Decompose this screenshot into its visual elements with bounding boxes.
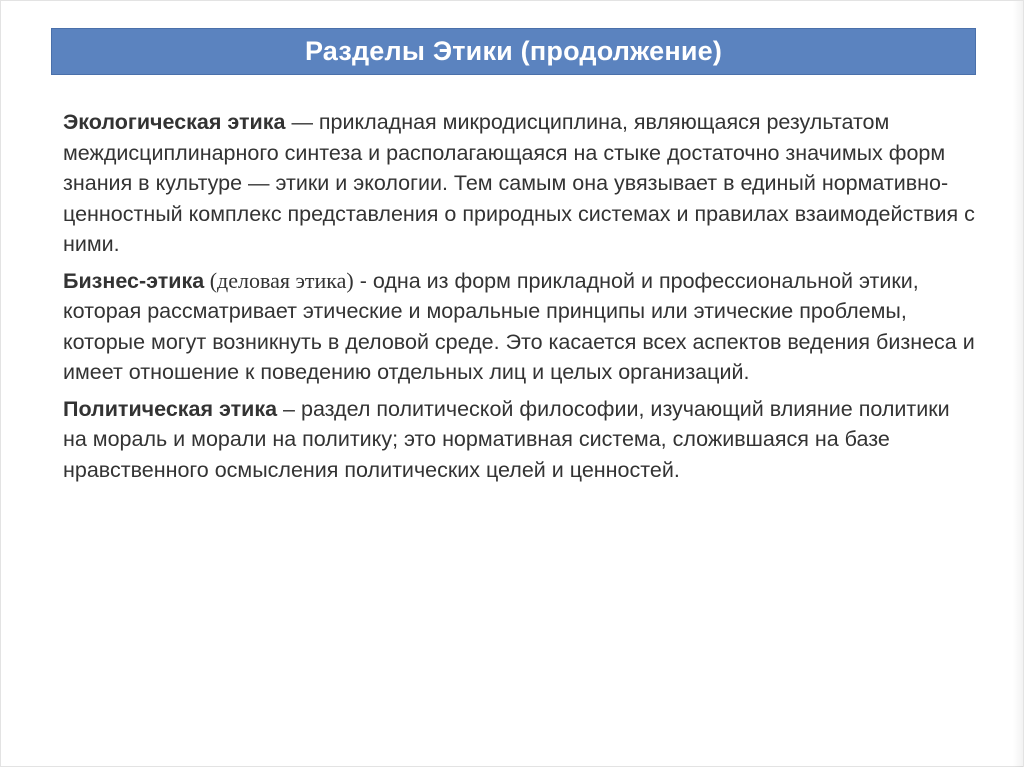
term-ecological-ethics: Экологическая этика bbox=[63, 110, 286, 134]
paragraph-ecological-ethics bbox=[63, 107, 978, 260]
term-business-ethics: Бизнес-этика bbox=[63, 268, 205, 293]
definition-ecological-ethics: — прикладная микродисциплина, являющаяся результатом междисциплинарного синтеза и располагающаяся на стыке достаточно значимых форм знания в культуре — этики и экологии. Тем самым она увязывает в единый нормативно-ценностный комплекс представления о природных системах и правилах взаимодействия с ними. bbox=[63, 110, 975, 256]
title-bar bbox=[51, 28, 976, 75]
paragraph-business-ethics bbox=[63, 266, 978, 388]
slide-body bbox=[63, 107, 978, 491]
aside-business-ethics: (деловая этика) bbox=[204, 267, 354, 293]
definition-political-ethics: – раздел политической философии, изучающий влияние политики на мораль и морали на политику; это нормативная система, сложившаяся на базе нравственного осмысления политических целей и ценностей. bbox=[63, 396, 950, 482]
definition-business-ethics: - одна из форм прикладной и профессиональной этики, которая рассматривает этические и моральные принципы или этические проблемы, которые могут возникнуть в деловой среде. Это касается всех аспектов ведения бизнеса и имеет отношение к поведению отдельных лиц и целых организаций. bbox=[63, 268, 975, 384]
slide-edge-shadow bbox=[1013, 1, 1023, 767]
paragraph-political-ethics bbox=[63, 394, 978, 486]
slide-title: Разделы Этики (продолжение) bbox=[304, 36, 723, 66]
term-political-ethics: Политическая этика bbox=[63, 396, 278, 421]
